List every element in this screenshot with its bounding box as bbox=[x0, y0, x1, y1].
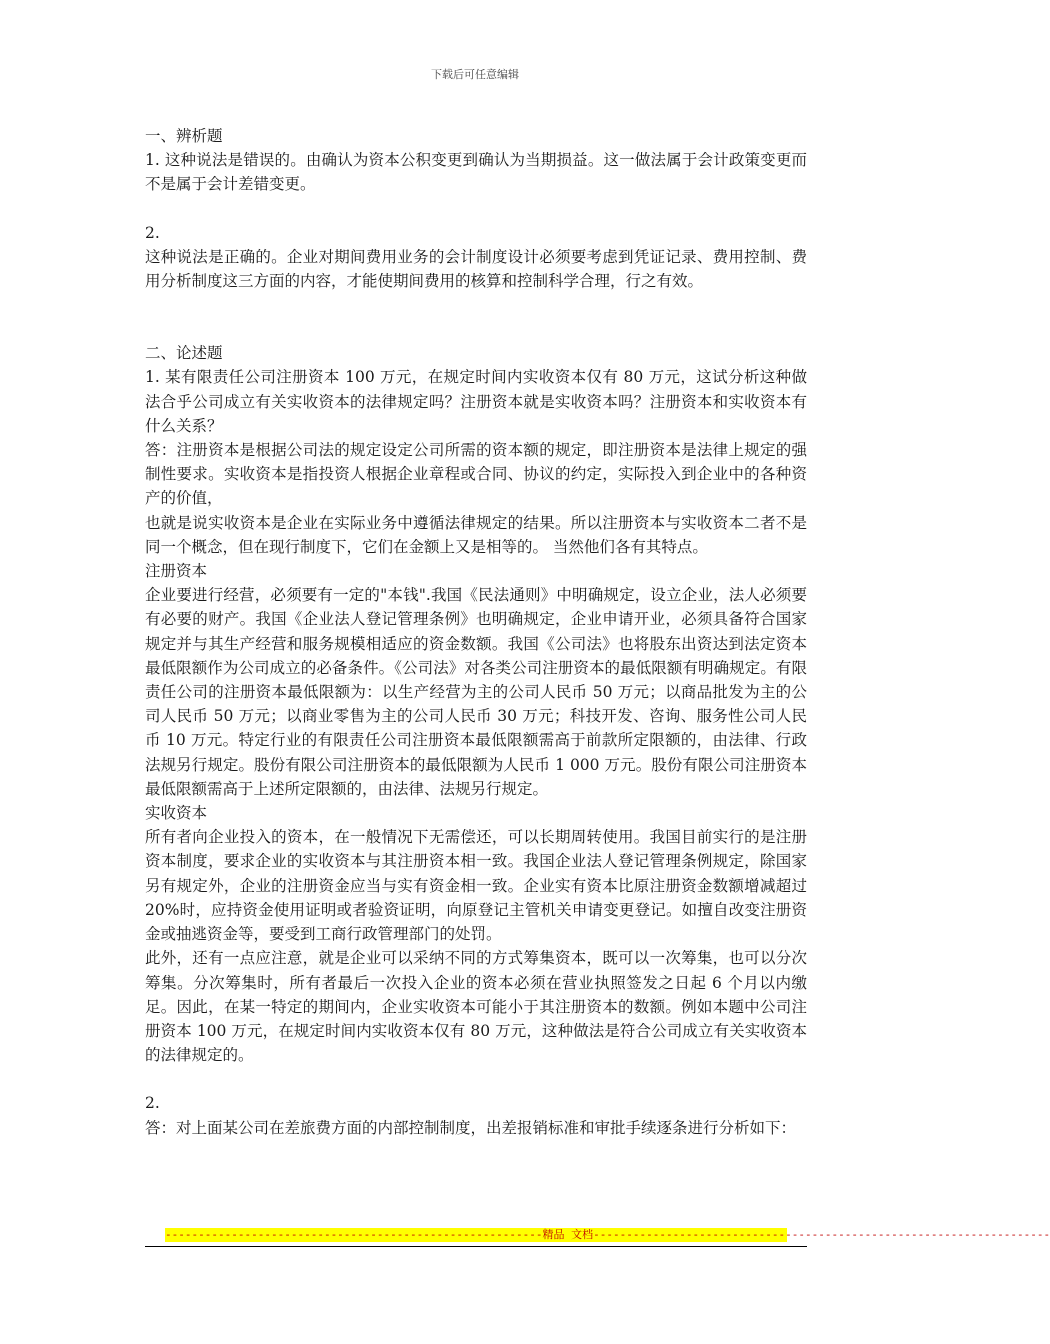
section-1-item-2: 这种说法是正确的。企业对期间费用业务的会计制度设计必须要考虑到凭证记录、费用控制、费用分析制度这三方面的内容，才能使期间费用的核算和控制科学合理，行之有效。 bbox=[145, 247, 807, 291]
footer-divider bbox=[145, 1246, 807, 1247]
paragraph-additional-note: 此外，还有一点应注意，就是企业可以采纳不同的方式筹集资本，既可以一次筹集，也可以分次筹集。分次筹集时，所有者最后一次投入企业的资本必须在营业执照签发之日起 6 个月以内缴足。因此，在某一特定的期间内，企业实收资本可能小于其注册资本的数额。例如本题中公司注册资本 100 万元，在规定时间内实收资本仅有 80 万元，这种做法是符合公司成立有关实收资本的法律规定的。 bbox=[145, 949, 807, 1065]
section-1-item-1: 1. 这种说法是错误的。由确认为资本公积变更到确认为当期损益。这一做法属于会计政策变更而不是属于会计差错变更。 bbox=[145, 151, 807, 194]
paragraph-paid-in-capital: 所有者向企业投入的资本，在一般情况下无需偿还，可以长期周转使用。我国目前实行的是注册资本制度，要求企业的实收资本与其注册资本相一致。我国企业法人登记管理条例规定，除国家另有规定外，企业的注册资金应当与实有资金相一致。企业实有资本比原注册资金数额增减超过 20%时，应持资金使用证明或者验资证明，向原登记主管机关申请变更登记。如擅自改变注册资金或抽逃资金等，要受到工商行政管理部门的处罚。 bbox=[145, 828, 807, 944]
section-2-answer-1: 答：注册资本是根据公司法的规定设定公司所需的资本额的规定，即注册资本是法律上规定的强制性要求。实收资本是指投资人根据企业章程或合同、协议的约定，实际投入到企业中的各种资产的价值， bbox=[145, 441, 807, 508]
heading-paid-in-capital: 实收资本 bbox=[145, 804, 208, 823]
section-1-item-2-number: 2. bbox=[145, 223, 160, 242]
section-1-title: 一、辨析题 bbox=[145, 127, 223, 145]
footer-banner: ---------------------------------------------------------精品 文档--------------------------------------------------------------------- bbox=[165, 1228, 1050, 1241]
page-footer bbox=[145, 1228, 1050, 1247]
heading-registered-capital: 注册资本 bbox=[145, 562, 208, 581]
document-body bbox=[145, 124, 807, 1140]
section-2-question-1: 1. 某有限责任公司注册资本 100 万元，在规定时间内实收资本仅有 80 万元，这试分析这种做法合乎公司成立有关实收资本的法律规定吗？注册资本就是实收资本吗？注册资本和实收资本有什么关系？ bbox=[145, 368, 807, 435]
section-2-answer-1-cont: 也就是说实收资本是企业在实际业务中遵循法律规定的结果。所以注册资本与实收资本二者不是同一个概念，但在现行制度下，它们在金额上又是相等的。 当然他们各有其特点。 bbox=[145, 513, 807, 556]
paragraph-registered-capital: 企业要进行经营，必须要有一定的"本钱".我国《民法通则》中明确规定，设立企业，法人必须要有必要的财产。我国《企业法人登记管理条例》也明确规定，企业申请开业，必须具备符合国家规定并与其生产经营和服务规模相适应的资金数额。我国《公司法》也将股东出资达到法定资本最低限额作为公司成立的必备条件。《公司法》对各类公司注册资本的最低限额有明确规定。有限责任公司的注册资本最低限额为：以生产经营为主的公司人民币 50 万元；以商品批发为主的公司人民币 50 万元；以商业零售为主的公司人民币 30 万元；科技开发、咨询、服务性公司人民币 10 万元。特定行业的有限责任公司注册资本最低限额需高于前款所定限额的，由法律、行政法规另行规定。股份有限公司注册资本的最低限额为人民币 1 000 万元。股份有限公司注册资本最低限额需高于上述所定限额的，由法律、法规另行规定。 bbox=[145, 586, 807, 798]
section-2-question-2-number: 2. bbox=[145, 1094, 160, 1113]
section-2-title: 二、论述题 bbox=[145, 344, 223, 363]
section-2-answer-2: 答：对上面某公司在差旅费方面的内部控制制度，出差报销标准和审批手续逐条进行分析如下： bbox=[145, 1118, 797, 1137]
page-header: 下载后可任意编辑 bbox=[431, 68, 519, 81]
